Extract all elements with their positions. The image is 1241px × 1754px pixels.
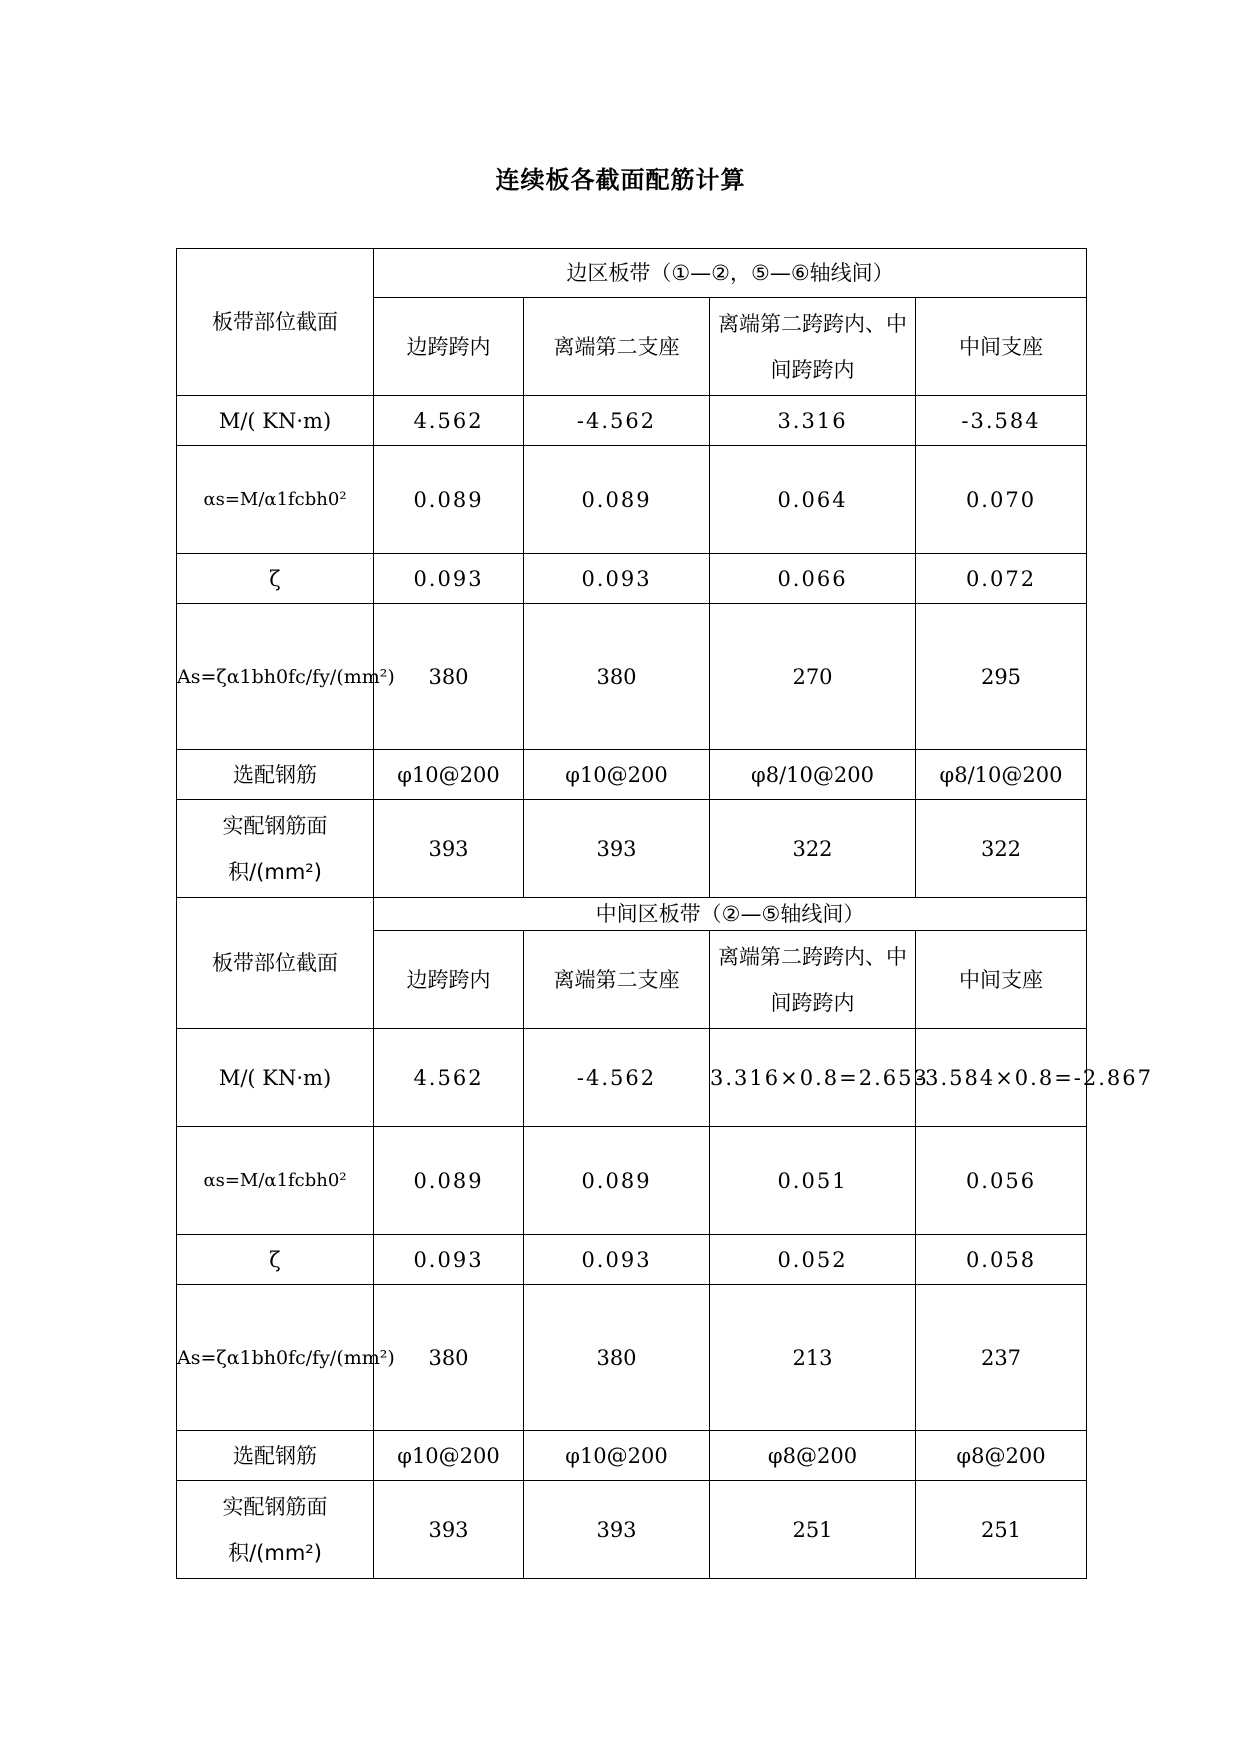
table-row: [177, 1481, 1087, 1579]
reinforcement-table: [176, 248, 1154, 1579]
cell: 380: [374, 604, 524, 750]
cell: 0.089: [524, 1127, 710, 1235]
cell: 393: [374, 800, 524, 898]
row-label: As=ζα1bh0fc/fy/(mm²): [177, 604, 374, 750]
edge-col-1: 边跨跨内: [374, 298, 524, 396]
edge-group-header: 边区板带（①—②，⑤—⑥轴线间）: [374, 249, 1087, 298]
edge-row-header: 板带部位截面: [177, 249, 374, 396]
row-label: ζ: [177, 1235, 374, 1285]
table-row: [177, 1285, 1087, 1431]
edge-col-4: 中间支座: [916, 298, 1087, 396]
row-label: As=ζα1bh0fc/fy/(mm²): [177, 1285, 374, 1431]
cell: 251: [916, 1481, 1087, 1579]
table-row: [177, 1235, 1087, 1285]
row-label: 选配钢筋: [177, 1431, 374, 1481]
cell: φ8@200: [710, 1431, 916, 1481]
cell: φ10@200: [374, 1431, 524, 1481]
cell: φ10@200: [374, 750, 524, 800]
cell: φ10@200: [524, 1431, 710, 1481]
middle-col-1: 边跨跨内: [374, 931, 524, 1029]
cell: 0.089: [524, 446, 710, 554]
table-row: [177, 554, 1087, 604]
cell: 251: [710, 1481, 916, 1579]
cell: -3.584×0.8=-2.867: [916, 1029, 1087, 1127]
table-row: [177, 750, 1087, 800]
cell: 3.316: [710, 396, 916, 446]
cell: 0.058: [916, 1235, 1087, 1285]
cell: 322: [916, 800, 1087, 898]
middle-col-2: 离端第二支座: [524, 931, 710, 1029]
cell: 0.052: [710, 1235, 916, 1285]
cell: φ8/10@200: [710, 750, 916, 800]
cell: 4.562: [374, 396, 524, 446]
cell: 0.064: [710, 446, 916, 554]
middle-group-header: 中间区板带（②—⑤轴线间）: [374, 898, 1087, 931]
cell: -3.584: [916, 396, 1087, 446]
edge-col-3: 离端第二跨跨内、中间跨跨内: [710, 298, 916, 396]
cell: 0.070: [916, 446, 1087, 554]
table-row: [177, 1431, 1087, 1481]
cell: 0.072: [916, 554, 1087, 604]
middle-col-4: 中间支座: [916, 931, 1087, 1029]
edge-group-header-row: [177, 249, 1087, 298]
cell: 295: [916, 604, 1087, 750]
row-label: 实配钢筋面积/(mm²): [177, 1481, 374, 1579]
cell: 0.093: [524, 1235, 710, 1285]
cell: 3.316×0.8=2.653: [710, 1029, 916, 1127]
cell: 0.093: [374, 554, 524, 604]
cell: φ8@200: [916, 1431, 1087, 1481]
cell: 322: [710, 800, 916, 898]
row-label: αs=M/α1fcbh0²: [177, 1127, 374, 1235]
table-row: [177, 446, 1087, 554]
table-row: [177, 396, 1087, 446]
row-label: ζ: [177, 554, 374, 604]
table-row: [177, 1029, 1087, 1127]
cell: 4.562: [374, 1029, 524, 1127]
cell: 380: [524, 1285, 710, 1431]
cell: φ8/10@200: [916, 750, 1087, 800]
middle-col-3: 离端第二跨跨内、中间跨跨内: [710, 931, 916, 1029]
cell: 0.089: [374, 446, 524, 554]
cell: 0.066: [710, 554, 916, 604]
cell: 213: [710, 1285, 916, 1431]
cell: 393: [524, 1481, 710, 1579]
cell: 0.051: [710, 1127, 916, 1235]
cell: 237: [916, 1285, 1087, 1431]
row-label: M/( KN·m): [177, 396, 374, 446]
row-label: 实配钢筋面积/(mm²): [177, 800, 374, 898]
table-row: [177, 604, 1087, 750]
cell: 0.089: [374, 1127, 524, 1235]
row-label: M/( KN·m): [177, 1029, 374, 1127]
table-row: [177, 800, 1087, 898]
cell: 380: [524, 604, 710, 750]
cell: -4.562: [524, 1029, 710, 1127]
cell: 0.056: [916, 1127, 1087, 1235]
cell: 380: [374, 1285, 524, 1431]
row-label: αs=M/α1fcbh0²: [177, 446, 374, 554]
cell: 0.093: [524, 554, 710, 604]
middle-group-header-row: [177, 898, 1087, 931]
edge-col-2: 离端第二支座: [524, 298, 710, 396]
cell: 393: [524, 800, 710, 898]
table-row: [177, 1127, 1087, 1235]
middle-row-header: 板带部位截面: [177, 898, 374, 1029]
cell: 393: [374, 1481, 524, 1579]
cell: 270: [710, 604, 916, 750]
document-title: 连续板各截面配筋计算: [495, 166, 746, 194]
row-label: 选配钢筋: [177, 750, 374, 800]
cell: φ10@200: [524, 750, 710, 800]
cell: 0.093: [374, 1235, 524, 1285]
cell: -4.562: [524, 396, 710, 446]
